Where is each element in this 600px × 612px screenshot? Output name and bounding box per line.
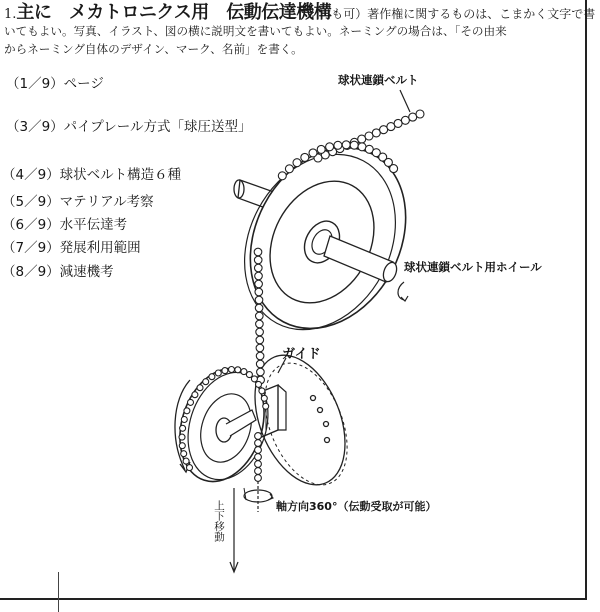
chain-ball <box>416 110 424 118</box>
axis-360-label: 軸方向360°（伝動受取が可能） <box>276 500 437 513</box>
chain-ball <box>187 465 193 471</box>
chain-ball <box>256 328 264 336</box>
chain-ball <box>263 403 269 409</box>
chain-ball <box>255 440 262 447</box>
chain-ball <box>293 159 301 167</box>
chain-ball <box>203 379 209 385</box>
chain-ball <box>222 368 228 374</box>
chain-ball <box>255 312 263 320</box>
chain-ball <box>255 475 262 482</box>
chain-ball <box>235 367 241 373</box>
chain-ball <box>254 264 262 272</box>
chain-ball <box>261 395 267 401</box>
page-item-7: （7／9）発展利用範囲 <box>2 240 141 256</box>
chain-ball <box>184 408 190 414</box>
chain-ball <box>180 425 186 431</box>
page-item-5: （5／9）マテリアル考察 <box>2 194 154 210</box>
chain-ball <box>285 165 293 173</box>
chain-ball <box>257 368 265 376</box>
chain-ball <box>254 256 262 264</box>
page-item-1: （1／9）ページ <box>6 76 104 92</box>
chain-ball <box>256 320 264 328</box>
chain-ball <box>255 461 262 468</box>
chain-ball <box>183 458 189 464</box>
chain-ball <box>309 149 317 157</box>
chain-ball <box>215 370 221 376</box>
chain-ball <box>209 374 215 380</box>
chain-ball <box>334 141 342 149</box>
page-item-4: （4／9）球状ベルト構造６種 <box>2 167 182 183</box>
wheel-label: 球状連鎖ベルト用ホイール <box>404 260 542 274</box>
chain-ball <box>256 344 264 352</box>
heading-tail: も可）著作権に関するものは、こまかく文字で書 <box>331 7 596 21</box>
chain-ball <box>326 143 334 151</box>
chain-ball <box>181 451 187 457</box>
chain-ball <box>255 433 262 440</box>
page-item-8: （8／9）減速機考 <box>2 264 114 280</box>
chain-ball <box>188 399 194 405</box>
chain-ball <box>197 385 203 391</box>
chain-ball <box>259 388 265 394</box>
page-item-3: （3／9）パイプレール方式「球圧送型」 <box>6 119 252 135</box>
chain-ball <box>181 417 187 423</box>
chain-ball <box>255 447 262 454</box>
chain-ball <box>255 296 263 304</box>
chain-ball <box>255 304 263 312</box>
page-item-6: （6／9）水平伝達考 <box>2 217 128 233</box>
chain-ball <box>255 454 262 461</box>
guide-label: ガイド <box>282 347 321 362</box>
chain-ball <box>256 381 262 387</box>
chain-ball <box>390 165 398 173</box>
chain-ball <box>256 360 264 368</box>
chain-ball <box>179 443 185 449</box>
chain-ball <box>256 352 264 360</box>
instruction-line-2: いてもよい。写真、イラスト、図の横に説明文を書いてもよい。ネーミングの場合は、「その由来 <box>4 24 507 38</box>
chain-ball <box>256 336 264 344</box>
chain-ball <box>255 468 262 475</box>
chain-ball <box>278 172 286 180</box>
instruction-line-3: からネーミング自体のデザイン、マーク、名前」を書く。 <box>4 42 303 56</box>
chain-ball <box>255 272 263 280</box>
chain-ball <box>350 141 358 149</box>
chain-ball <box>179 434 185 440</box>
chain-ball <box>317 145 325 153</box>
chain-ball <box>342 141 350 149</box>
heading-number: 1. <box>4 7 17 22</box>
chain-ball <box>246 372 252 378</box>
chain-ball <box>254 248 262 256</box>
chain-ball <box>255 280 263 288</box>
chain-ball <box>301 153 309 161</box>
chain-ball <box>192 392 198 398</box>
chain-ball <box>229 367 235 373</box>
chain-ball <box>251 376 257 382</box>
updown-label: 上下移動 <box>213 500 225 542</box>
belt-label: 球状連鎖ベルト <box>338 73 419 87</box>
heading-title: 主に メカトロニクス用 伝動伝達機構 <box>16 2 332 23</box>
chain-ball <box>255 288 263 296</box>
